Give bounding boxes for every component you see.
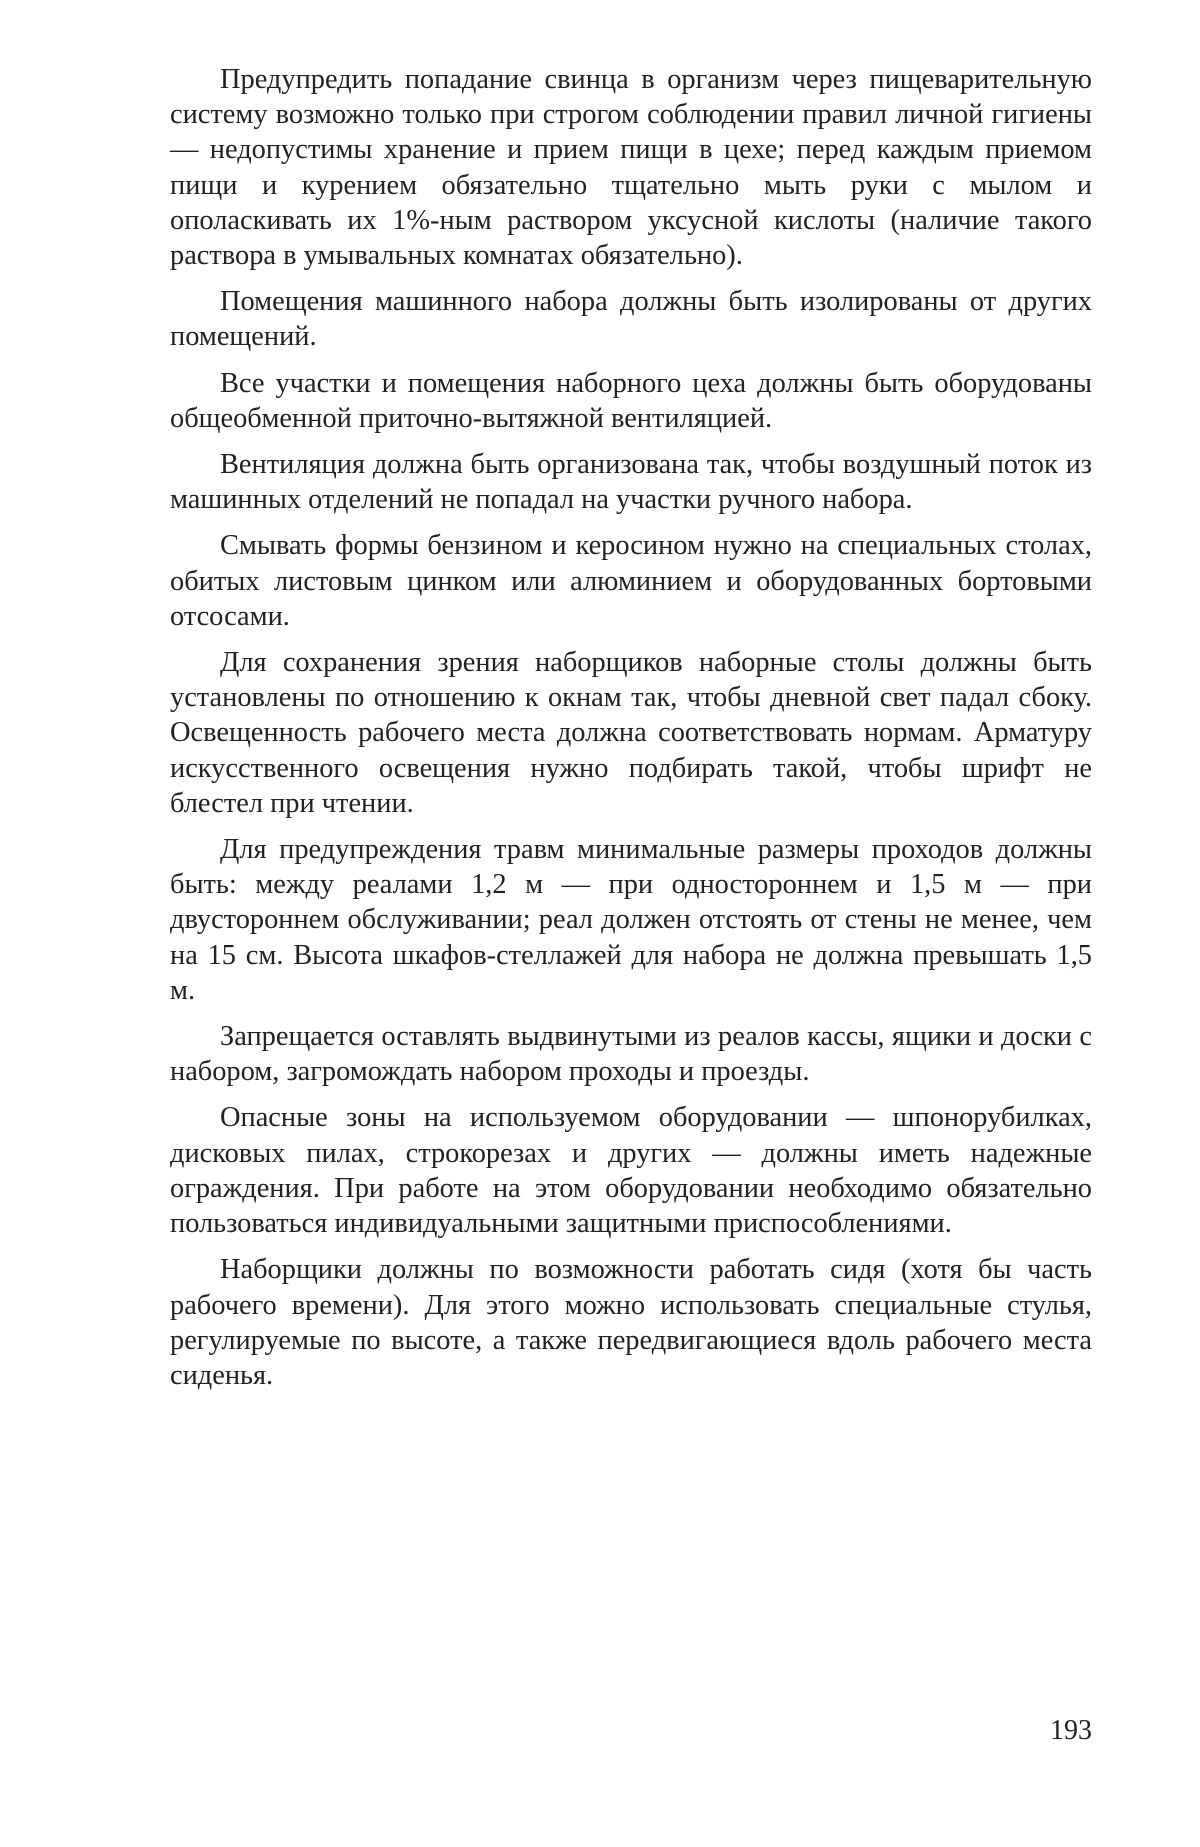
paragraph-cluttering-prohibition: Запрещается оставлять выдвинутыми из реалов кассы, ящики и доски с набором, загромождать набором проходы и проезды.	[170, 1021, 1092, 1088]
paragraph-ventilation-airflow: Вентиляция должна быть организована так, чтобы воздушный поток из машинных отделений не попадал на участки ручного набора.	[170, 449, 1092, 516]
paragraph-lead-poisoning-hygiene: Предупредить попадание свинца в организм через пищеварительную систему возможно только при строгом соблюдении правил личной гигиены — недопустимы хранение и прием пищи в цехе; перед каждым приемом пищи и курением обязательно тщательно мыть руки с мылом и ополаскивать их 1%-ным раствором уксусной кислоты (наличие такого раствора в умывальных комнатах обязательно).	[170, 64, 1092, 272]
paragraph-machine-room-isolation: Помещения машинного набора должны быть изолированы от других помещений.	[170, 286, 1092, 353]
paragraph-dangerous-zones: Опасные зоны на используемом оборудовании — шпонорубилках, дисковых пилах, строкорезах и других — должны иметь надежные ограждения. При работе на этом оборудовании необходимо обязательно пользоваться индивидуальными защитными приспособлениями.	[170, 1102, 1092, 1240]
paragraph-seated-work: Наборщики должны по возможности работать сидя (хотя бы часть рабочего времени). Для этого можно использовать специальные стулья, регулируемые по высоте, а также передвигающиеся вдоль рабочего места сиденья.	[170, 1254, 1092, 1391]
paragraph-passage-dimensions: Для предупреждения травм минимальные размеры проходов должны быть: между реалами 1,2 м — при одностороннем и 1,5 м — при двустороннем обслуживании; реал должен отстоять от стены не менее, чем на 15 см. Высота шкафов-стеллажей для набора не должна превышать 1,5 м.	[170, 834, 1092, 1006]
page-body	[170, 62, 1092, 1404]
paragraph-form-washing: Смывать формы бензином и керосином нужно на специальных столах, обитых листовым цинком или алюминием и оборудованных бортовыми отсосами.	[170, 530, 1092, 632]
paragraph-lighting: Для сохранения зрения наборщиков наборные столы должны быть установлены по отношению к окнам так, чтобы дневной свет падал сбоку. Освещенность рабочего места должна соответствовать нормам. Арматуру искусственного освещения нужно подбирать такой, чтобы шрифт не блестел при чтении.	[170, 647, 1092, 819]
page-number: 193	[1050, 1715, 1092, 1746]
paragraph-ventilation-equipment: Все участки и помещения наборного цеха должны быть оборудованы общеобменной приточно-вытяжной вентиляцией.	[170, 367, 1092, 434]
